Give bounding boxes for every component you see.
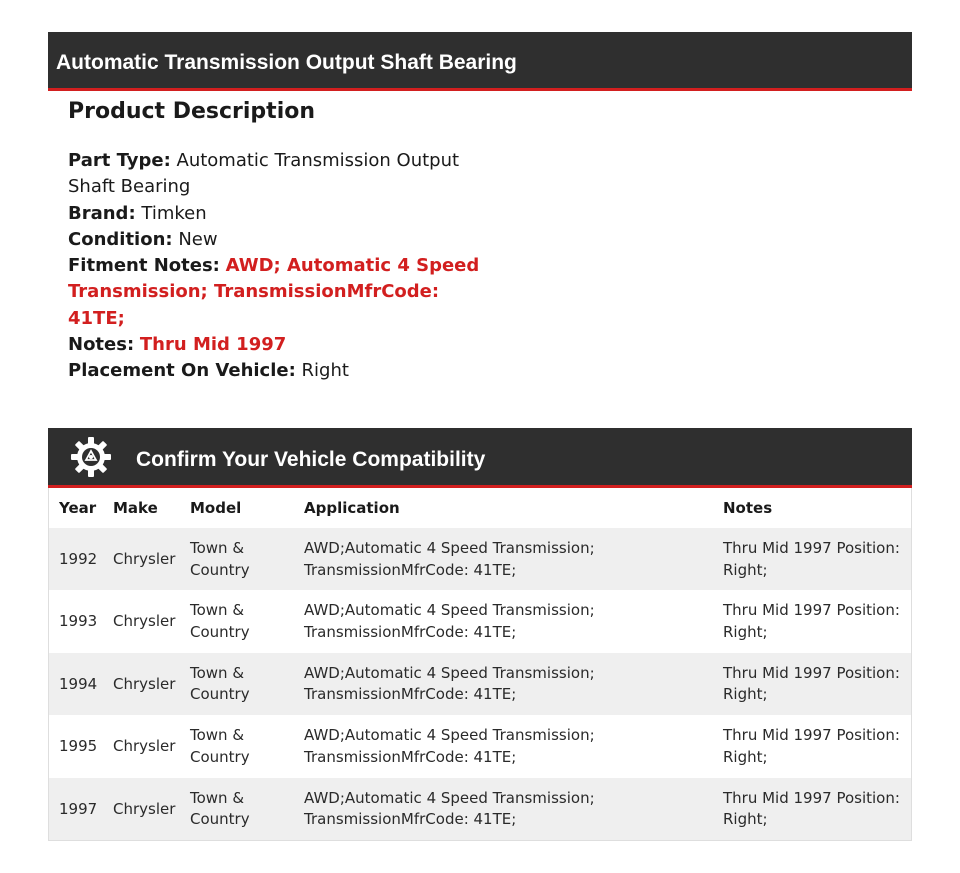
cell-year: 1992 [59,550,98,568]
brand-value: Timken [141,202,207,224]
cell-model: Town & Country [190,726,250,766]
compatibility-banner [48,428,912,488]
cell-application: AWD;Automatic 4 Speed Transmission; TransmissionMfrCode: 41TE; [304,788,595,829]
table-header [49,488,911,528]
table-body [49,528,911,840]
cell-make: Chrysler [113,612,176,631]
table-row [49,778,911,840]
column-notes: Notes [723,499,773,517]
cell-make: Chrysler [113,799,176,818]
spec-fitment [68,253,488,332]
compatibility-title: Confirm Your Vehicle Compatibility [136,448,486,471]
part-type-label: Part Type: [68,150,171,171]
spec-notes [68,332,488,358]
brand-label: Brand: [68,202,136,224]
cell-model: Town & Country [190,788,250,829]
cell-notes: Thru Mid 1997 Position: Right; [723,788,900,829]
spec-brand [68,201,488,227]
condition-label: Condition: [68,228,173,250]
cell-notes: Thru Mid 1997 Position: Right; [723,726,900,766]
cell-application: AWD;Automatic 4 Speed Transmission; TransmissionMfrCode: 41TE; [304,726,595,766]
notes-label: Notes: [68,334,135,356]
cell-year: 1997 [59,799,98,818]
gear-icon [70,436,112,478]
table-row [49,528,911,590]
table-row [49,715,911,777]
cell-model: Town & Country [190,539,250,579]
notes-value: Thru Mid 1997 [139,334,287,356]
product-description [68,96,488,385]
cell-year: 1994 [59,674,98,693]
description-heading: Product Description [68,99,316,124]
column-model: Model [190,499,242,517]
cell-model: Town & Country [190,663,250,704]
cell-application: AWD;Automatic 4 Speed Transmission; TransmissionMfrCode: 41TE; [304,663,595,704]
table-row [49,653,911,715]
cell-notes: Thru Mid 1997 Position: Right; [723,601,900,641]
cell-year: 1993 [59,612,98,631]
cell-model: Town & Country [190,601,250,641]
spec-part-type [68,148,488,201]
spec-placement [68,358,488,384]
cell-application: AWD;Automatic 4 Speed Transmission; TransmissionMfrCode: 41TE; [304,601,595,641]
cell-application: AWD;Automatic 4 Speed Transmission; TransmissionMfrCode: 41TE; [304,539,595,579]
table-row [49,590,911,652]
product-title-banner [48,32,912,91]
compatibility-table [48,488,912,841]
column-year: Year [59,499,97,517]
product-title: Automatic Transmission Output Shaft Bearing [56,51,517,74]
cell-year: 1995 [59,737,98,756]
condition-value: New [178,228,218,250]
fitment-value: AWD; Automatic 4 Speed Transmission; TransmissionMfrCode: 41TE; [68,255,480,329]
cell-make: Chrysler [113,550,176,568]
cell-notes: Thru Mid 1997 Position: Right; [723,539,900,579]
cell-make: Chrysler [113,674,176,693]
column-make: Make [113,499,158,517]
fitment-label: Fitment Notes: [68,255,220,277]
spec-list [68,148,488,385]
cell-notes: Thru Mid 1997 Position: Right; [723,663,900,704]
placement-label: Placement On Vehicle: [68,360,296,382]
spec-condition [68,227,488,253]
part-type-value: Automatic Transmission Output Shaft Bearing [68,150,460,198]
column-application: Application [304,499,400,517]
placement-value: Right [301,360,349,382]
cell-make: Chrysler [113,737,176,756]
